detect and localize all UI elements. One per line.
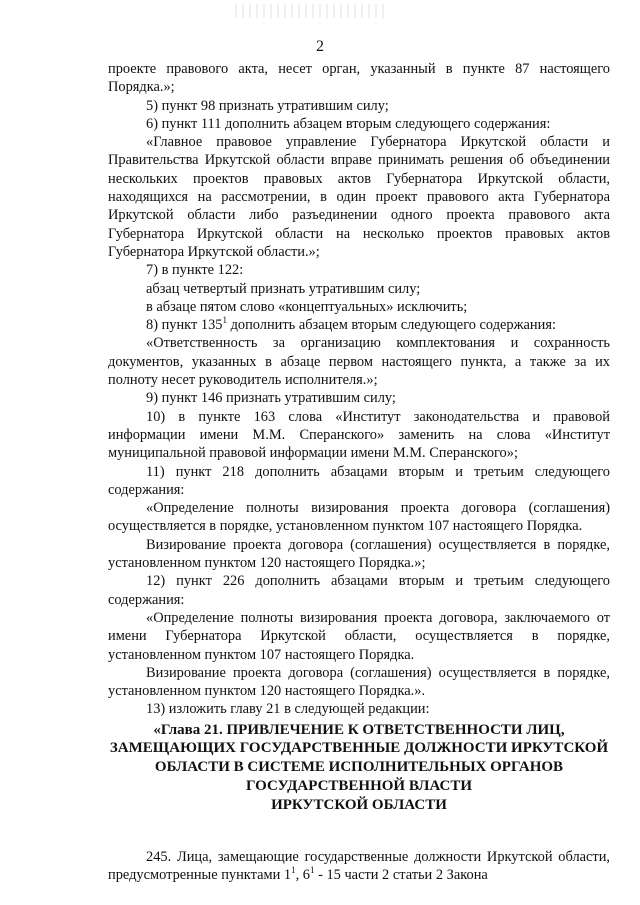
paragraph-text: , 6	[295, 866, 310, 883]
paragraph: 7) в пункте 122:	[146, 262, 244, 279]
scan-artifact	[235, 4, 385, 18]
paragraph: проекте правового акта, несет орган, указанный в пункте 87 настоящего Порядка.»;	[108, 61, 610, 96]
paragraph: 12) пункт 226 дополнить абзацами вторым и третьим следующего содержания:	[108, 573, 610, 608]
paragraph: 5) пункт 98 признать утратившим силу;	[146, 97, 389, 114]
paragraph: «Определение полноты визирования проекта договора, заключаемого от имени Губернатора Иркутской области, осуществляется в порядке, установленном пунктом 107 настоящего Порядка.	[108, 609, 610, 663]
spacer	[108, 815, 610, 848]
chapter-heading-line: ОБЛАСТИ В СИСТЕМЕ ИСПОЛНИТЕЛЬНЫХ ОРГАНОВ	[154, 759, 564, 776]
paragraph: 6) пункт 111 дополнить абзацем вторым следующего содержания:	[146, 115, 551, 132]
superscript: 1	[309, 865, 315, 876]
paragraph: 10) в пункте 163 слова «Институт законодательства и правовой информации имени М.М. Сперанского» заменить на слова «Институт муниципальной правовой информации имени М.М. Сперанского»;	[108, 408, 610, 462]
paragraph-245	[108, 848, 610, 885]
paragraph: Визирование проекта договора (соглашения) осуществляется в порядке, установленном пунктом 120 настоящего Порядка.».	[108, 664, 610, 700]
paragraph-with-superscript	[108, 316, 610, 334]
chapter-heading-line: «Глава 21. ПРИВЛЕЧЕНИЕ К ОТВЕТСТВЕННОСТИ ЛИЦ,	[153, 721, 565, 738]
paragraph: «Определение полноты визирования проекта договора (соглашения) осуществляется в порядке, установленном пунктом 107 настоящего Порядка.	[108, 500, 610, 535]
chapter-heading-line: ГОСУДАРСТВЕННОЙ ВЛАСТИ	[245, 778, 473, 795]
chapter-heading-line: ЗАМЕЩАЮЩИХ ГОСУДАРСТВЕННЫЕ ДОЛЖНОСТИ ИРКУТСКОЙ	[109, 740, 609, 757]
chapter-heading	[108, 721, 610, 815]
paragraph-text: дополнить абзацем вторым следующего содержания:	[226, 317, 556, 334]
paragraph: 11) пункт 218 дополнить абзацами вторым и третьим следующего содержания:	[108, 463, 610, 498]
superscript: 1	[291, 865, 296, 876]
paragraph: Визирование проекта договора (соглашения) осуществляется в порядке, установленном пунктом 120 настоящего Порядка.»;	[108, 536, 610, 572]
paragraph-text: 245. Лица, замещающие государственные должности Иркутской области, предусмотренные пунктами 1	[108, 848, 610, 883]
paragraph: «Главное правовое управление Губернатора Иркутской области и Правительства Иркутской области вправе принимать решения об объединении нескольких проектов правовых актов Губернатора Иркутской области, находящихся на рассмотрении, в один проект правового акта Губернатора Иркутской области либо разъединении одного проекта правового акта Губернатора Иркутской области на несколько проектов правовых актов Губернатора Иркутской области.»;	[108, 134, 610, 260]
paragraph: 9) пункт 146 признать утратившим силу;	[146, 390, 396, 407]
paragraph: 13) изложить главу 21 в следующей редакции:	[146, 701, 430, 718]
paragraph-text: - 15 части 2 статьи 2 Закона	[314, 866, 488, 883]
page-number: 2	[316, 38, 324, 55]
paragraph: абзац четвертый признать утратившим силу;	[146, 280, 421, 297]
chapter-heading-line: ИРКУТСКОЙ ОБЛАСТИ	[271, 796, 447, 813]
superscript: 1	[222, 315, 227, 326]
paragraph-text: 8) пункт 135	[146, 317, 223, 334]
document-body	[108, 60, 610, 884]
paragraph: в абзаце пятом слово «концептуальных» исключить;	[146, 298, 468, 315]
paragraph: «Ответственность за организацию комплектования и сохранность документов, указанных в абзаце первом настоящего пункта, а также за их полноту несет руководитель исполнителя.»;	[108, 335, 610, 389]
